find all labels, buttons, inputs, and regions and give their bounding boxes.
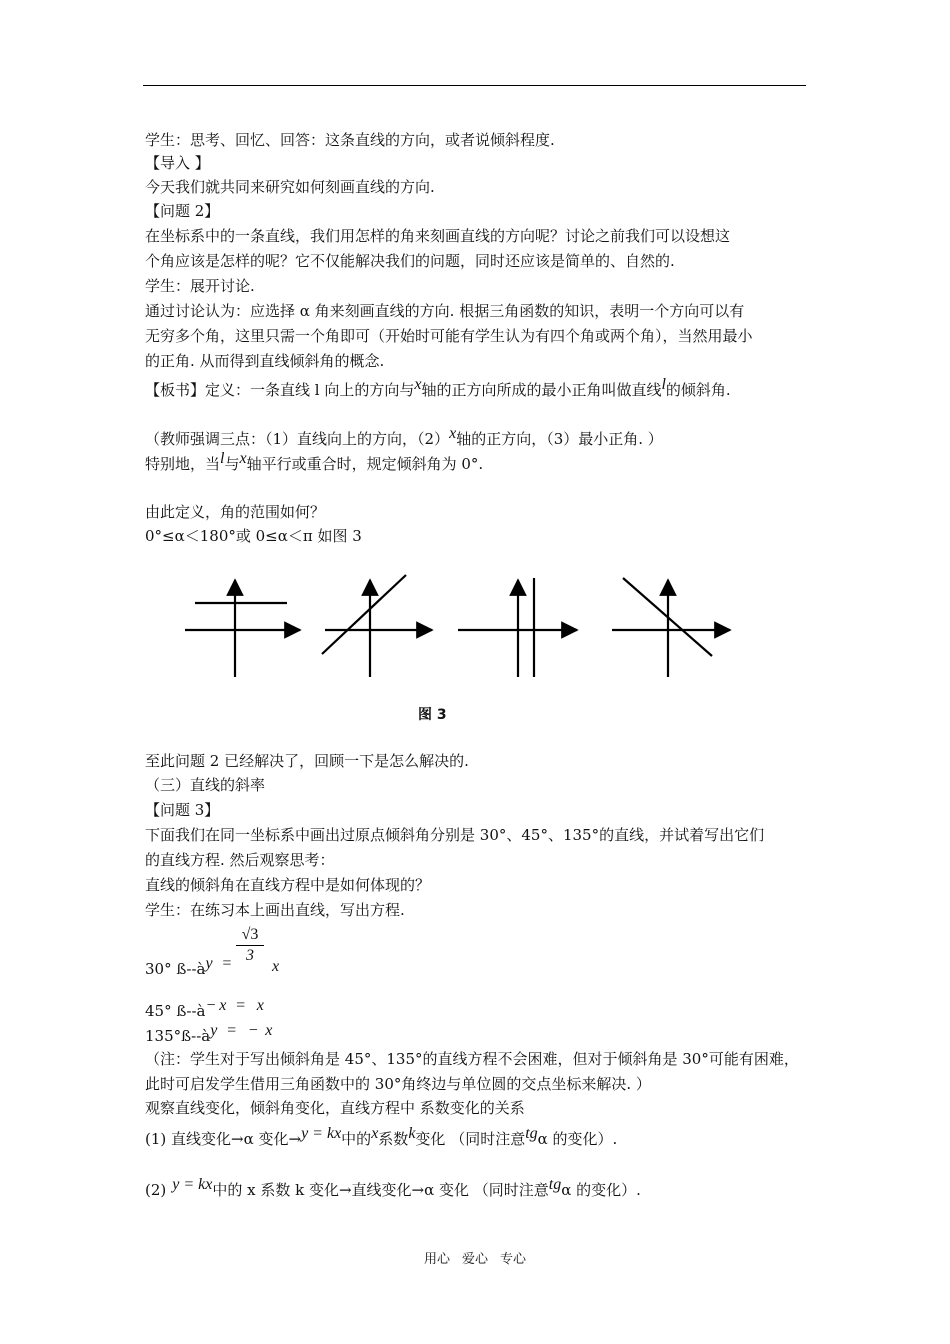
math-x: x <box>239 450 247 467</box>
text-line: 【问题 3】 <box>145 801 220 819</box>
text-line: 个角应该是怎样的呢？它不仅能解决我们的问题，同时还应该是简单的、自然的. <box>145 252 675 270</box>
text-line: 学生：在练习本上画出直线，写出方程. <box>145 901 405 919</box>
text-line: （注：学生对于写出倾斜角是 45°、135°的直线方程不会困难，但对于倾斜角是 30°可能有困难， <box>145 1050 799 1068</box>
axes-horizontal-line <box>185 580 300 677</box>
observation-2: (2) y = kx中的 x 系数 k 变化→直线变化→α 变化 （同时注意tgα 的变化）. <box>145 1176 641 1199</box>
text-line: 0°≤α＜180°或 0≤α＜π 如图 3 <box>145 527 362 545</box>
text-line: 观察直线变化，倾斜角变化，直线方程中 系数变化的关系 <box>145 1099 525 1117</box>
text-line: 由此定义，角的范围如何？ <box>145 503 326 521</box>
definition-line: 【板书】定义：一条直线 l 向上的方向与x轴的正方向所成的最小正角叫做直线l的倾斜角. <box>145 376 731 399</box>
text-line: 【问题 2】 <box>145 202 220 220</box>
equation-30: 30° ß--ày = <box>145 955 233 978</box>
page-footer: 用心 爱心 专心 <box>423 1252 527 1267</box>
math-l: l <box>220 450 225 467</box>
special-case-line: 特别地，当l与x轴平行或重合时，规定倾斜角为 0°. <box>145 450 484 473</box>
header-rule <box>143 85 806 86</box>
text-line: 学生：思考、回忆、回答：这条直线的方向，或者说倾斜程度. <box>145 131 555 149</box>
text-line: 无穷多个角，这里只需一个角即可（开始时可能有学生认为有四个角或两个角），当然用最小 <box>145 327 753 345</box>
text-line: 至此问题 2 已经解决了，回顾一下是怎么解决的. <box>145 752 469 770</box>
text-line: 此时可启发学生借用三角函数中的 30°角终边与单位圆的交点坐标来解决. ） <box>145 1075 651 1093</box>
equation-135: 135°ß--ày = − x <box>145 1022 273 1045</box>
text-line: （三）直线的斜率 <box>145 776 266 794</box>
math-x: x <box>272 958 280 975</box>
text-line: 直线的倾斜角在直线方程中是如何体现的？ <box>145 876 431 894</box>
fraction-sqrt3-over-3: √3 3 <box>236 926 264 965</box>
text-line: 学生：展开讨论. <box>145 277 255 295</box>
axes-acute-line <box>322 575 432 677</box>
math-x: x <box>449 425 457 442</box>
text-line: 的直线方程. 然后观察思考： <box>145 851 335 869</box>
math-l: l <box>661 376 666 393</box>
text-line: 的正角. 从而得到直线倾斜角的概念. <box>145 352 385 370</box>
figure-3-diagram <box>180 572 740 682</box>
text-line: 今天我们就共同来研究如何刻画直线的方向. <box>145 178 435 196</box>
equation-45: 45° ß--à− x = x <box>145 997 264 1020</box>
text-line: 通过讨论认为：应选择 α 角来刻画直线的方向. 根据三角函数的知识，表明一个方向可以有 <box>145 302 745 320</box>
math-x: x <box>414 376 422 393</box>
text-line: 下面我们在同一坐标系中画出过原点倾斜角分别是 30°、45°、135°的直线，并试着写出它们 <box>145 826 765 844</box>
emphasis-line: （教师强调三点：（1）直线向上的方向，（2）x轴的正方向，（3）最小正角. ） <box>145 425 663 448</box>
figure-caption: 图 3 <box>418 707 447 723</box>
axes-obtuse-line <box>612 578 730 677</box>
axes-vertical-line <box>458 578 577 677</box>
observation-1: (1) 直线变化→α 变化→y = kx中的x系数k变化 （同时注意tgα 的变化）. <box>145 1125 618 1148</box>
text-line: 在坐标系中的一条直线，我们用怎样的角来刻画直线的方向呢？讨论之前我们可以设想这 <box>145 227 731 245</box>
text-line: 【导入 】 <box>145 154 210 172</box>
